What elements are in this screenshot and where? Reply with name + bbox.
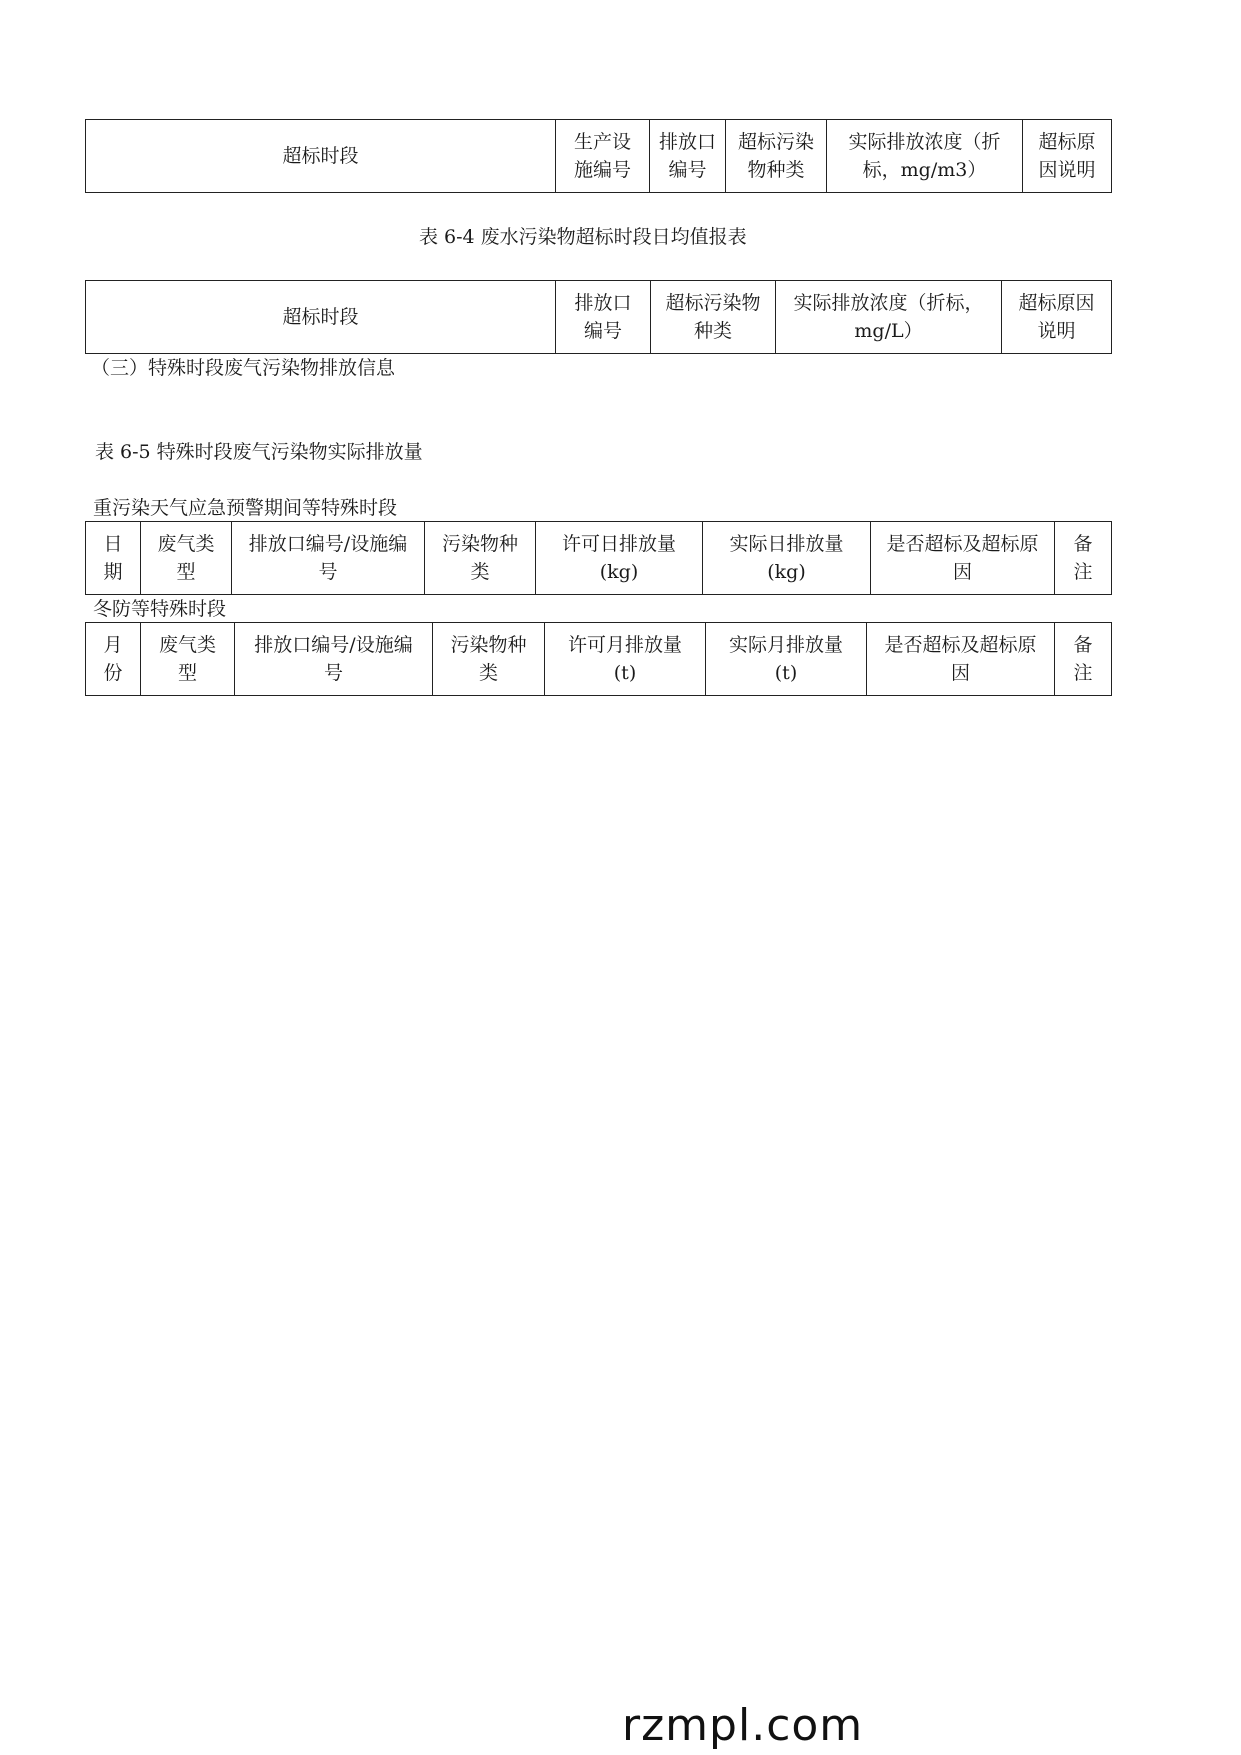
header-exceed-and-reason: 是否超标及超标原 因 xyxy=(867,623,1055,696)
header-outlet-id: 排放口 编号 xyxy=(650,120,726,193)
header-gas-type: 废气类 型 xyxy=(141,623,235,696)
special-period-daily-table xyxy=(85,521,1112,595)
header-remarks: 备 注 xyxy=(1055,623,1112,696)
header-pollutant-type: 超标污染 物种类 xyxy=(726,120,827,193)
header-actual-concentration: 实际排放浓度（折 标，mg/m3） xyxy=(827,120,1023,193)
header-permitted-monthly: 许可月排放量 (t) xyxy=(545,623,706,696)
header-actual-monthly: 实际月排放量 (t) xyxy=(706,623,867,696)
header-exceed-and-reason: 是否超标及超标原 因 xyxy=(871,522,1055,595)
header-permitted-daily: 许可日排放量 (kg) xyxy=(536,522,703,595)
special-period-monthly-table xyxy=(85,622,1112,696)
header-actual-daily: 实际日排放量 (kg) xyxy=(703,522,871,595)
header-pollutant-type: 污染物种 类 xyxy=(425,522,536,595)
header-exceed-period: 超标时段 xyxy=(86,120,556,193)
header-outlet-facility-id: 排放口编号/设施编 号 xyxy=(235,623,433,696)
watermark-text: rzmpl.com xyxy=(622,1700,864,1751)
winter-period-subtitle: 冬防等特殊时段 xyxy=(93,598,227,620)
header-pollutant-type: 超标污染物 种类 xyxy=(651,281,776,354)
header-outlet-facility-id: 排放口编号/设施编 号 xyxy=(232,522,425,595)
exceed-period-gas-table xyxy=(85,119,1112,193)
header-exceed-period: 超标时段 xyxy=(86,281,556,354)
header-outlet-id: 排放口 编号 xyxy=(556,281,651,354)
table-6-4-caption: 表 6-4 废水污染物超标时段日均值报表 xyxy=(419,226,747,248)
header-facility-id: 生产设 施编号 xyxy=(556,120,650,193)
wastewater-exceed-table xyxy=(85,280,1112,354)
table-6-5-caption: 表 6-5 特殊时段废气污染物实际排放量 xyxy=(95,441,423,463)
heavy-pollution-period-subtitle: 重污染天气应急预警期间等特殊时段 xyxy=(93,497,398,519)
header-exceed-reason: 超标原 因说明 xyxy=(1023,120,1112,193)
header-remarks: 备 注 xyxy=(1055,522,1112,595)
header-pollutant-type: 污染物种 类 xyxy=(433,623,545,696)
header-month: 月 份 xyxy=(86,623,141,696)
header-actual-concentration: 实际排放浓度（折标， mg/L） xyxy=(776,281,1002,354)
header-gas-type: 废气类 型 xyxy=(141,522,232,595)
section-3-heading: （三）特殊时段废气污染物排放信息 xyxy=(91,357,396,379)
header-exceed-reason: 超标原因 说明 xyxy=(1002,281,1112,354)
header-date: 日 期 xyxy=(86,522,141,595)
